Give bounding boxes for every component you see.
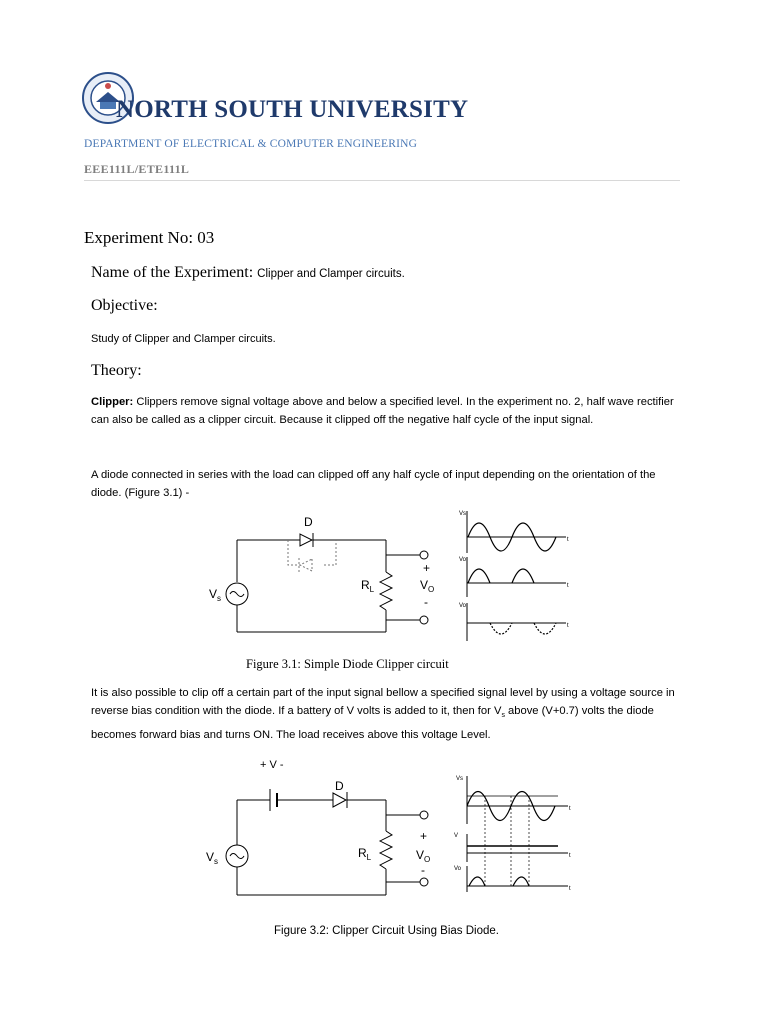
fig2-label-minus: -: [421, 863, 425, 877]
experiment-name-value: Clipper and Clamper circuits.: [257, 268, 405, 280]
figure-3-2-circuit: [200, 755, 450, 900]
fig2-label-rl: $R_L$: [358, 846, 372, 862]
fig2-axis-t-1: t: [569, 806, 571, 812]
department-name: DEPARTMENT OF ELECTRICAL & COMPUTER ENGINEERING: [84, 138, 418, 150]
university-name: NORTH SOUTH UNIVERSITY: [116, 96, 469, 123]
fig1-label-rl: $R_L$: [361, 578, 375, 594]
fig2-label-vs: $V_s$: [206, 850, 219, 866]
theory-paragraph-series-diode: A diode connected in series with the load can clipped off any half cycle of input depending on the orientation of the diode. (Figure 3.1) -: [91, 469, 656, 500]
experiment-name-line: [91, 264, 405, 282]
fig2-axis-t-2: t: [569, 853, 571, 859]
theory-heading: Theory:: [91, 362, 142, 379]
fig1-label-vo: $V_O$: [420, 578, 435, 594]
fig1-label-d: D: [304, 515, 313, 529]
experiment-name-label: Name of the Experiment:: [91, 264, 258, 281]
fig1-label-minus: -: [424, 595, 428, 609]
fig2-wave-label-vo: Vo: [454, 866, 462, 872]
fig2-label-plus: +: [420, 829, 428, 843]
fig2-axis-t-3: t: [569, 886, 571, 892]
figure-3-1-circuit: [200, 510, 450, 640]
objective-text: Study of Clipper and Clamper circuits.: [91, 333, 276, 345]
header-divider: [84, 180, 680, 181]
fig2-label-d: D: [335, 779, 344, 793]
fig2-wave-label-v: V: [454, 833, 459, 839]
figure-3-2-caption: Figure 3.2: Clipper Circuit Using Bias Diode.: [274, 925, 499, 937]
fig2-label-vo: $V_O$: [416, 848, 431, 864]
fig2-wave-label-vs: Vs: [456, 776, 464, 782]
objective-heading: Objective:: [91, 297, 158, 314]
figure-3-1-caption: Figure 3.1: Simple Diode Clipper circuit: [246, 657, 449, 671]
experiment-number: Experiment No: 03: [84, 228, 215, 247]
fig1-label-vs: $V_s$: [209, 587, 222, 603]
fig2-label-battery: + V -: [260, 759, 284, 771]
figure-3-1-waveforms: [456, 505, 576, 645]
fig1-axis-t-3: t: [567, 623, 569, 629]
fig1-axis-t-1: t: [567, 537, 569, 543]
fig1-label-plus: +: [423, 561, 431, 575]
course-code: EEE111L/ETE111L: [84, 162, 190, 176]
theory-paragraph-bias: It is also possible to clip off a certain part of the input signal bellow a specified signal level by using a voltage source in reverse bias condition with the diode. If a battery of V volts is added to it, then for $V_s$ above (V+0.7) volts the diode becomes forward bias and turns ON. The load receives above this voltage Level.: [91, 687, 675, 741]
fig1-wave-label-vo1: Vo: [459, 557, 467, 563]
fig1-wave-label-vo2: Vo: [459, 603, 467, 609]
fig1-wave-label-vs: Vs: [459, 511, 467, 517]
clipper-term: Clipper:: [91, 396, 134, 408]
figure-3-2-waveforms: [448, 772, 578, 897]
fig1-axis-t-2: t: [567, 583, 569, 589]
theory-paragraph-clipper: [91, 393, 681, 430]
clipper-definition: Clippers remove signal voltage above and below a specified level. In the experiment no. 2, half wave rectifier can also be called as a clipper circuit. Because it clipped off the negative half cycle of the input signal.: [91, 396, 674, 427]
